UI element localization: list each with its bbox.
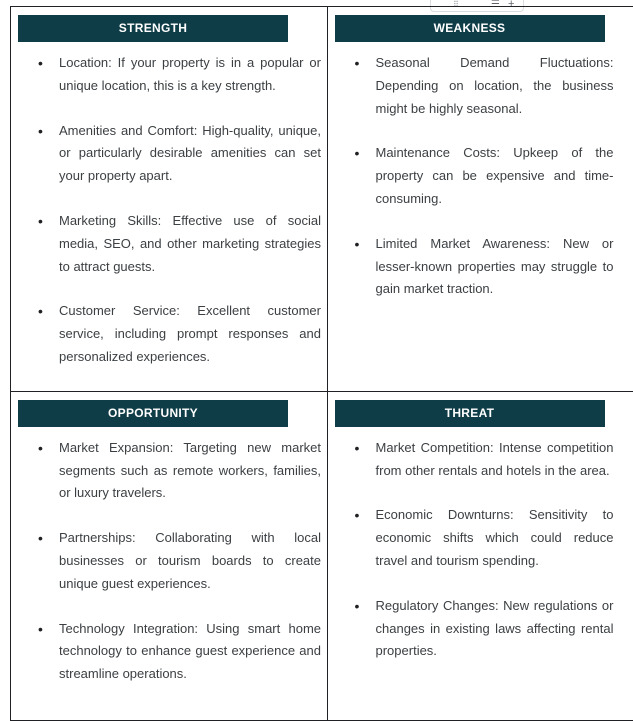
list-item: • Seasonal Demand Fluctuations: Depending on location, the business might be highly seasonal.: [335, 52, 614, 120]
swot-table: [10, 6, 633, 721]
list-item: • Location: If your property is in a popular or unique location, this is a key strength.: [18, 52, 321, 98]
list-item: • Maintenance Costs: Upkeep of the property can be expensive and time-consuming.: [335, 142, 614, 210]
opportunity-cell[interactable]: [11, 391, 328, 720]
strength-cell[interactable]: [11, 7, 328, 392]
opportunity-header: OPPORTUNITY: [18, 400, 288, 427]
opportunity-list: [18, 437, 321, 686]
list-item: • Marketing Skills: Effective use of social media, SEO, and other marketing strategies to attract guests.: [18, 210, 321, 278]
list-item: • Market Competition: Intense competition from other rentals and hotels in the area.: [335, 437, 614, 483]
table-row: [11, 391, 633, 720]
strength-header: STRENGTH: [18, 15, 288, 42]
table-row: [11, 7, 633, 392]
list-item: • Economic Downturns: Sensitivity to economic shifts which could reduce travel and tourism spending.: [335, 504, 614, 572]
threat-cell[interactable]: [327, 391, 633, 720]
weakness-cell[interactable]: [327, 7, 633, 392]
threat-header: THREAT: [335, 400, 605, 427]
drag-handle-icon[interactable]: ⠿: [453, 0, 460, 10]
list-item: • Partnerships: Collaborating with local businesses or tourism boards to create unique guest experiences.: [18, 527, 321, 595]
list-item: • Regulatory Changes: New regulations or changes in existing laws affecting rental properties.: [335, 595, 614, 663]
list-item: • Amenities and Comfort: High-quality, unique, or particularly desirable amenities can set your property apart.: [18, 120, 321, 188]
weakness-list: [335, 52, 633, 301]
weakness-header: WEAKNESS: [335, 15, 605, 42]
threat-list: [335, 437, 633, 663]
plus-icon[interactable]: +: [508, 0, 514, 9]
list-item: • Limited Market Awareness: New or lesser-known properties may struggle to gain market traction.: [335, 233, 614, 301]
sort-icon[interactable]: ☰: [491, 0, 500, 10]
list-item: • Customer Service: Excellent customer service, including prompt responses and personalized experiences.: [18, 300, 321, 368]
strength-list: [18, 52, 321, 369]
list-item: • Market Expansion: Targeting new market segments such as remote workers, families, or luxury travelers.: [18, 437, 321, 505]
list-item: • Technology Integration: Using smart home technology to enhance guest experience and streamline operations.: [18, 618, 321, 686]
